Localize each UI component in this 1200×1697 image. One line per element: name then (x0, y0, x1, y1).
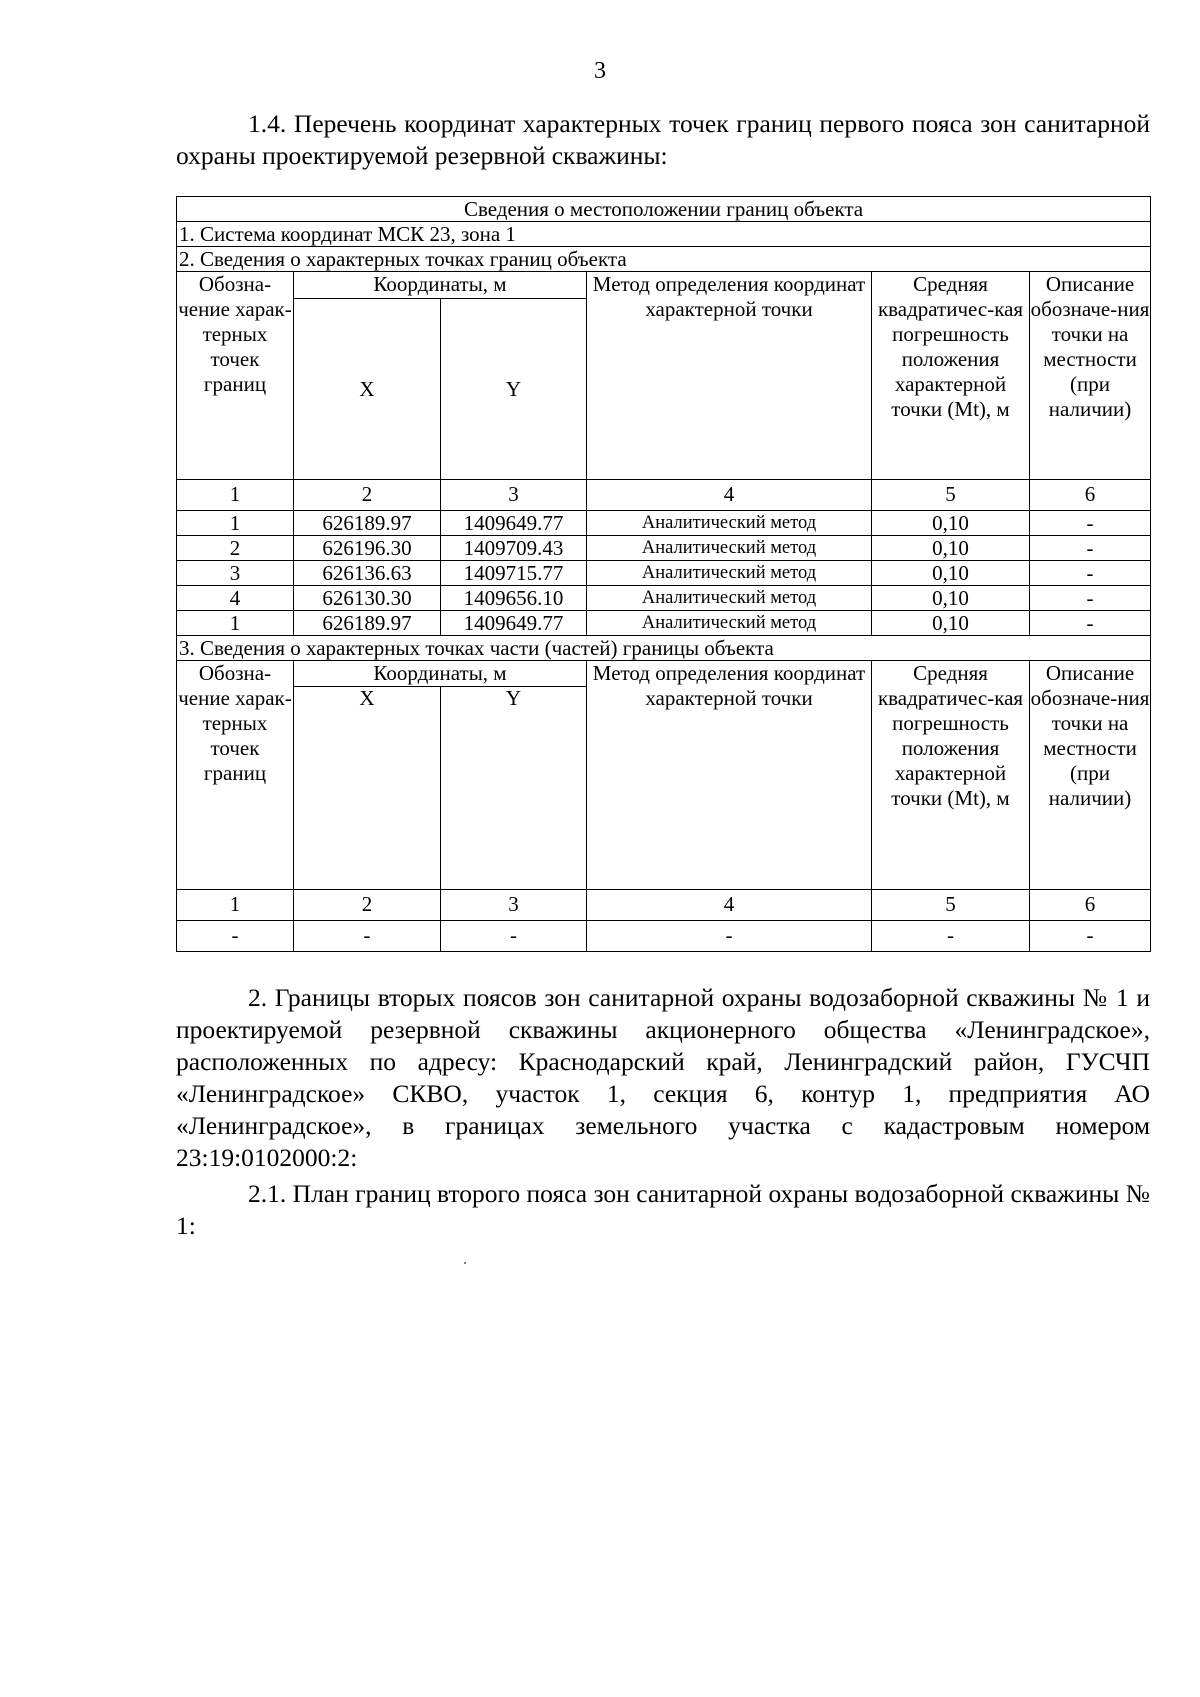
desc-cell: - (1030, 586, 1151, 611)
point-cell: 2 (177, 536, 294, 561)
header-coordinates: Координаты, м (294, 661, 587, 687)
header-error: Средняя квадратичес-кая погрешность положения характерной точки (Mt), м (872, 272, 1030, 480)
header-x: X (294, 299, 441, 480)
empty-cell: - (587, 921, 872, 952)
method-cell: Аналитический метод (587, 611, 872, 636)
x-cell: 626196.30 (294, 536, 441, 561)
col-number: 4 (587, 480, 872, 511)
x-cell: 626130.30 (294, 586, 441, 611)
y-cell: 1409656.10 (441, 586, 587, 611)
section-1-4-heading: 1.4. Перечень координат характерных точек границ первого пояса зон санитарной охраны проектируемой резервной скважины: (176, 109, 1150, 170)
mt-cell: 0,10 (872, 561, 1030, 586)
mt-cell: 0,10 (872, 511, 1030, 536)
col-number: 5 (872, 480, 1030, 511)
col-number: 3 (441, 890, 587, 921)
mt-cell: 0,10 (872, 536, 1030, 561)
header-method: Метод определения координат характерной точки (587, 272, 872, 480)
table-title: Сведения о местоположении границ объекта (177, 197, 1151, 222)
y-cell: 1409649.77 (441, 511, 587, 536)
x-cell: 626189.97 (294, 511, 441, 536)
coord-system: 1. Система координат МСК 23, зона 1 (177, 222, 1151, 247)
section-2-header: 2. Сведения о характерных точках границ объекта (177, 247, 1151, 272)
section-3-header: 3. Сведения о характерных точках части (частей) границы объекта (177, 636, 1151, 661)
desc-cell: - (1030, 611, 1151, 636)
col-number: 6 (1030, 480, 1151, 511)
header-x-space (294, 709, 441, 890)
page-number: 3 (594, 58, 606, 84)
table-row (177, 611, 1151, 636)
x-cell: 626189.97 (294, 611, 441, 636)
scan-speck (464, 1262, 466, 1264)
empty-cell: - (872, 921, 1030, 952)
empty-cell: - (1030, 921, 1151, 952)
empty-cell: - (177, 921, 294, 952)
point-cell: 1 (177, 611, 294, 636)
header-description: Описание обозначе-ния точки на местности (при наличии) (1030, 272, 1151, 480)
empty-cell: - (441, 921, 587, 952)
table-row (177, 561, 1151, 586)
header-description: Описание обозначе-ния точки на местности (при наличии) (1030, 661, 1151, 890)
y-cell: 1409715.77 (441, 561, 587, 586)
col-number: 2 (294, 890, 441, 921)
empty-cell: - (294, 921, 441, 952)
y-cell: 1409709.43 (441, 536, 587, 561)
table-row (177, 586, 1151, 611)
desc-cell: - (1030, 536, 1151, 561)
header-coordinates: Координаты, м (294, 272, 587, 299)
col-number: 3 (441, 480, 587, 511)
section-2-1-heading: 2.1. План границ второго пояса зон санитарной охраны водозаборной скважины № 1: (176, 1179, 1150, 1240)
section-2-paragraph: 2. Границы вторых поясов зон санитарной охраны водозаборной скважины № 1 и проектируемой резервной скважины акционерного общества «Ленинградское», расположенных по адресу: Краснодарский край, Ленинградский район, ГУСЧП «Ленинградское» СКВО, участок 1, секция 6, контур 1, предприятия АО «Ленинградское», в границах земельного участка с кадастровым номером 23:19:0102000:2: (176, 983, 1150, 1172)
col-number: 6 (1030, 890, 1151, 921)
header-method: Метод определения координат характерной точки (587, 661, 872, 890)
table-row (177, 921, 1151, 952)
point-cell: 3 (177, 561, 294, 586)
mt-cell: 0,10 (872, 611, 1030, 636)
point-cell: 1 (177, 511, 294, 536)
mt-cell: 0,10 (872, 586, 1030, 611)
col-number: 1 (177, 480, 294, 511)
col-number: 4 (587, 890, 872, 921)
header-designation: Обозна-чение харак-терных точек границ (177, 661, 294, 890)
header-x: X (294, 687, 441, 710)
desc-cell: - (1030, 511, 1151, 536)
point-cell: 4 (177, 586, 294, 611)
method-cell: Аналитический метод (587, 536, 872, 561)
table-row (177, 511, 1151, 536)
header-designation: Обозна-чение харак-терных точек границ (177, 272, 294, 480)
coordinates-table (176, 196, 1151, 952)
header-error: Средняя квадратичес-кая погрешность положения характерной точки (Mt), м (872, 661, 1030, 890)
header-y: Y (441, 299, 587, 480)
method-cell: Аналитический метод (587, 511, 872, 536)
col-number: 2 (294, 480, 441, 511)
col-number: 1 (177, 890, 294, 921)
header-y: Y (441, 687, 587, 710)
y-cell: 1409649.77 (441, 611, 587, 636)
x-cell: 626136.63 (294, 561, 441, 586)
method-cell: Аналитический метод (587, 586, 872, 611)
desc-cell: - (1030, 561, 1151, 586)
header-y-space (441, 709, 587, 890)
table-row (177, 536, 1151, 561)
method-cell: Аналитический метод (587, 561, 872, 586)
col-number: 5 (872, 890, 1030, 921)
